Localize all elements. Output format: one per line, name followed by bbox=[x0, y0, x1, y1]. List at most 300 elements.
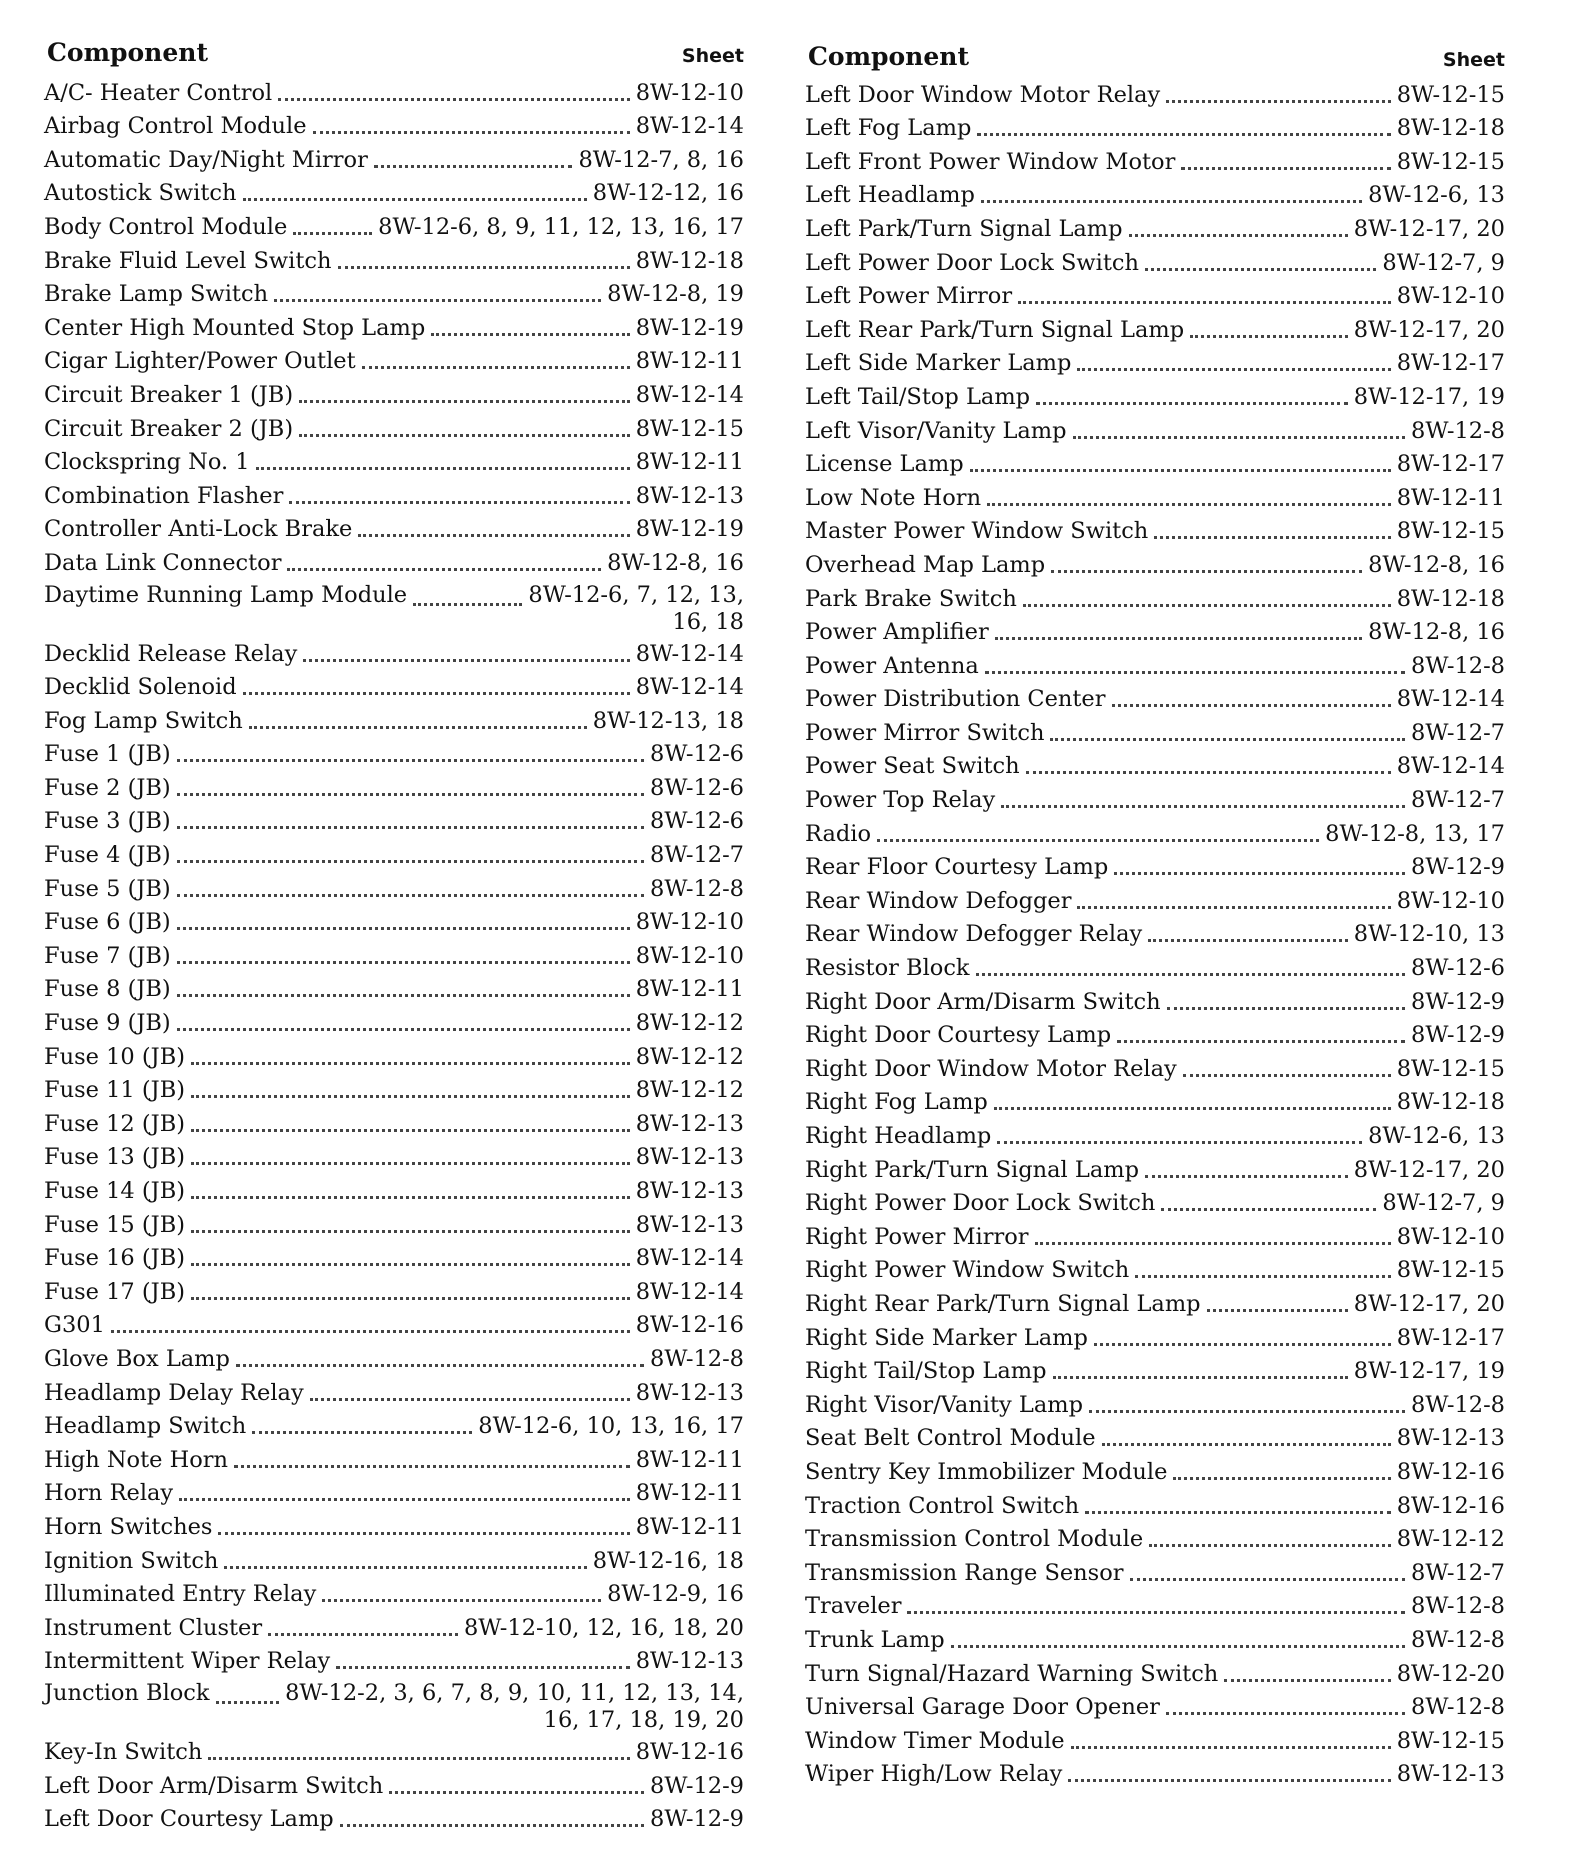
sheet-reference: 8W-12-10 bbox=[635, 942, 744, 969]
component-name: Right Power Door Lock Switch bbox=[805, 1190, 1156, 1217]
component-name: Window Timer Module bbox=[805, 1727, 1065, 1754]
index-row bbox=[44, 1473, 744, 1507]
dot-leader bbox=[191, 1162, 630, 1165]
sheet-reference: 8W-12-14 bbox=[635, 674, 744, 701]
index-row bbox=[805, 1384, 1505, 1418]
index-row bbox=[805, 1283, 1505, 1317]
dot-leader bbox=[1167, 1007, 1405, 1010]
dot-leader bbox=[177, 927, 630, 930]
index-row bbox=[805, 712, 1505, 746]
component-name: Traveler bbox=[805, 1593, 902, 1620]
component-header: Component bbox=[47, 38, 208, 67]
index-row bbox=[805, 645, 1505, 679]
index-row bbox=[44, 1002, 744, 1036]
sheet-reference: 8W-12-14 bbox=[635, 381, 744, 408]
sheet-reference: 8W-12-14 bbox=[1396, 686, 1505, 713]
sheet-reference: 8W-12-10 bbox=[1396, 1223, 1505, 1250]
component-name: Daytime Running Lamp Module bbox=[44, 581, 408, 608]
dot-leader bbox=[981, 200, 1362, 203]
sheet-reference: 8W-12-18 bbox=[1396, 585, 1505, 612]
index-row bbox=[44, 1540, 744, 1574]
dot-leader bbox=[299, 400, 630, 403]
component-name: Low Note Horn bbox=[805, 484, 982, 511]
component-name: Airbag Control Module bbox=[44, 113, 307, 140]
component-name: Clockspring No. 1 bbox=[44, 449, 250, 476]
index-row bbox=[805, 410, 1505, 444]
index-row bbox=[805, 1048, 1505, 1082]
component-name: Fog Lamp Switch bbox=[44, 707, 243, 734]
index-row bbox=[44, 969, 744, 1003]
component-name: Fuse 6 (JB) bbox=[44, 909, 171, 936]
sheet-reference: 8W-12-15 bbox=[1396, 148, 1505, 175]
dot-leader bbox=[1023, 604, 1391, 607]
dot-leader bbox=[877, 839, 1319, 842]
component-name: Left Tail/Stop Lamp bbox=[805, 383, 1031, 410]
index-row bbox=[44, 1406, 744, 1440]
component-name: Headlamp Switch bbox=[44, 1413, 247, 1440]
component-name: Master Power Window Switch bbox=[805, 518, 1149, 545]
component-name: Autostick Switch bbox=[44, 180, 237, 207]
component-name: Rear Window Defogger bbox=[805, 887, 1072, 914]
index-row bbox=[805, 981, 1505, 1015]
sheet-reference: 8W-12-10 bbox=[635, 79, 744, 106]
dot-leader bbox=[1073, 436, 1405, 439]
component-name: Overhead Map Lamp bbox=[805, 551, 1046, 578]
dot-leader bbox=[243, 692, 630, 695]
index-row bbox=[805, 376, 1505, 410]
dot-leader bbox=[336, 1666, 629, 1669]
index-row bbox=[44, 1271, 744, 1305]
index-row bbox=[44, 902, 744, 936]
sheet-reference: 8W-12-7 bbox=[650, 842, 744, 869]
component-name: A/C- Heater Control bbox=[44, 79, 273, 106]
index-row bbox=[44, 374, 744, 408]
component-name: Power Seat Switch bbox=[805, 753, 1020, 780]
index-row bbox=[805, 108, 1505, 142]
sheet-reference: 8W-12-16 bbox=[1396, 1492, 1505, 1519]
component-name: Circuit Breaker 1 (JB) bbox=[44, 381, 294, 408]
sheet-reference: 8W-12-20 bbox=[1396, 1660, 1505, 1687]
sheet-reference: 8W-12-8 bbox=[650, 875, 744, 902]
dot-leader bbox=[1071, 1746, 1391, 1749]
dot-leader bbox=[289, 501, 629, 504]
index-row bbox=[44, 767, 744, 801]
component-name: Power Antenna bbox=[805, 652, 979, 679]
dot-leader bbox=[1018, 301, 1391, 304]
index-row bbox=[44, 1506, 744, 1540]
sheet-reference-continued: 16, 18 bbox=[672, 608, 744, 635]
dot-leader bbox=[985, 671, 1405, 674]
dot-leader bbox=[413, 603, 522, 606]
component-name: Power Amplifier bbox=[805, 619, 989, 646]
index-row bbox=[805, 74, 1505, 108]
sheet-reference: 8W-12-13, 18 bbox=[592, 707, 744, 734]
dot-leader bbox=[1183, 1074, 1391, 1077]
dot-leader bbox=[362, 366, 630, 369]
sheet-reference: 8W-12-6, 13 bbox=[1368, 1123, 1505, 1149]
index-row bbox=[805, 1653, 1505, 1687]
dot-leader bbox=[1181, 167, 1390, 170]
sheet-reference: 8W-12-16 bbox=[1396, 1458, 1505, 1485]
sheet-reference: 8W-12-17 bbox=[1396, 350, 1505, 377]
dot-leader bbox=[1112, 704, 1391, 707]
component-name: Data Link Connector bbox=[44, 549, 282, 576]
sheet-reference: 8W-12-8, 19 bbox=[607, 281, 744, 308]
sheet-reference: 8W-12-6 bbox=[1411, 955, 1505, 982]
component-name: Instrument Cluster bbox=[44, 1614, 263, 1641]
column-header bbox=[44, 38, 744, 72]
sheet-reference: 8W-12-7, 9 bbox=[1382, 1190, 1505, 1217]
index-row bbox=[44, 1765, 744, 1799]
index-row bbox=[44, 475, 744, 509]
index-row bbox=[805, 175, 1505, 209]
dot-leader bbox=[322, 1599, 601, 1602]
sheet-reference: 8W-12-8 bbox=[1411, 1593, 1505, 1620]
dot-leader bbox=[179, 1498, 630, 1501]
sheet-reference: 8W-12-9 bbox=[650, 1806, 744, 1833]
dot-leader bbox=[1001, 805, 1405, 808]
dot-leader bbox=[1094, 1343, 1391, 1346]
sheet-reference: 8W-12-8 bbox=[1411, 1391, 1505, 1418]
component-name: Automatic Day/Night Mirror bbox=[44, 146, 368, 173]
component-list bbox=[44, 72, 744, 1832]
index-row bbox=[805, 914, 1505, 948]
index-row bbox=[805, 1216, 1505, 1250]
dot-leader bbox=[1149, 1544, 1391, 1547]
dot-leader bbox=[191, 1297, 630, 1300]
index-row bbox=[44, 633, 744, 667]
component-name: Left Side Marker Lamp bbox=[805, 350, 1072, 377]
sheet-reference: 8W-12-16, 18 bbox=[592, 1547, 744, 1574]
sheet-reference: 8W-12-9 bbox=[1411, 988, 1505, 1015]
component-name: Right Park/Turn Signal Lamp bbox=[805, 1156, 1139, 1183]
index-row bbox=[805, 1015, 1505, 1049]
sheet-reference: 8W-12-14 bbox=[635, 640, 744, 667]
index-row bbox=[44, 1338, 744, 1372]
sheet-reference: 8W-12-19 bbox=[635, 314, 744, 341]
component-name: Headlamp Delay Relay bbox=[44, 1379, 304, 1406]
component-name: Universal Garage Door Opener bbox=[805, 1694, 1160, 1721]
component-name: Left Door Arm/Disarm Switch bbox=[44, 1772, 384, 1799]
dot-leader bbox=[431, 333, 629, 336]
index-row bbox=[805, 1351, 1505, 1385]
sheet-reference: 8W-12-17, 19 bbox=[1353, 1358, 1505, 1385]
sheet-reference: 8W-12-11 bbox=[1396, 484, 1505, 511]
index-row bbox=[44, 1103, 744, 1137]
index-row bbox=[44, 1439, 744, 1473]
sheet-reference: 8W-12-6, 7, 12, 13, bbox=[528, 581, 744, 608]
component-name: Left Front Power Window Motor bbox=[805, 148, 1176, 175]
component-name: Left Headlamp bbox=[805, 182, 975, 209]
index-row bbox=[805, 746, 1505, 780]
component-name: Fuse 7 (JB) bbox=[44, 942, 171, 969]
index-row bbox=[44, 1036, 744, 1070]
sheet-reference: 8W-12-10, 13 bbox=[1353, 921, 1505, 948]
sheet-reference: 8W-12-11 bbox=[635, 1480, 744, 1507]
index-column-left bbox=[44, 38, 744, 1832]
dot-leader bbox=[1173, 1477, 1390, 1480]
component-header: Component bbox=[808, 42, 969, 71]
component-name: Right Power Mirror bbox=[805, 1223, 1029, 1250]
index-row bbox=[805, 612, 1505, 646]
component-name: Fuse 10 (JB) bbox=[44, 1043, 186, 1070]
index-row bbox=[44, 106, 744, 140]
dot-leader bbox=[256, 467, 630, 470]
dot-leader bbox=[1068, 1779, 1390, 1782]
dot-leader bbox=[389, 1791, 644, 1794]
index-row bbox=[44, 307, 744, 341]
component-name: Decklid Release Relay bbox=[44, 640, 298, 667]
index-row bbox=[44, 576, 744, 633]
component-name: Park Brake Switch bbox=[805, 585, 1017, 612]
dot-leader bbox=[191, 1196, 630, 1199]
index-row bbox=[805, 208, 1505, 242]
component-name: Circuit Breaker 2 (JB) bbox=[44, 415, 294, 442]
index-row bbox=[805, 578, 1505, 612]
component-name: Transmission Range Sensor bbox=[805, 1559, 1124, 1586]
dot-leader bbox=[191, 1062, 630, 1065]
sheet-reference: 8W-12-11 bbox=[635, 1513, 744, 1540]
dot-leader bbox=[208, 1757, 629, 1760]
component-name: Fuse 5 (JB) bbox=[44, 875, 171, 902]
index-row bbox=[805, 477, 1505, 511]
sheet-reference: 8W-12-17, 20 bbox=[1353, 316, 1505, 343]
sheet-reference: 8W-12-14 bbox=[635, 1245, 744, 1272]
dot-leader bbox=[216, 1701, 280, 1704]
index-row bbox=[44, 1641, 744, 1675]
component-name: Ignition Switch bbox=[44, 1547, 219, 1574]
index-row bbox=[44, 868, 744, 902]
component-name: Horn Relay bbox=[44, 1480, 174, 1507]
sheet-reference: 8W-12-7, 8, 16 bbox=[578, 146, 744, 173]
dot-leader bbox=[313, 131, 630, 134]
sheet-reference: 8W-12-11 bbox=[635, 976, 744, 1003]
component-name: Combination Flasher bbox=[44, 482, 284, 509]
index-row bbox=[44, 341, 744, 375]
index-row bbox=[44, 240, 744, 274]
sheet-reference: 8W-12-8 bbox=[1411, 417, 1505, 444]
component-name: Body Control Module bbox=[44, 213, 288, 240]
sheet-reference: 8W-12-8 bbox=[1411, 1694, 1505, 1721]
component-name: Rear Window Defogger Relay bbox=[805, 921, 1143, 948]
dot-leader bbox=[310, 1398, 630, 1401]
index-row bbox=[44, 173, 744, 207]
sheet-header: Sheet bbox=[681, 45, 744, 67]
component-name: Center High Mounted Stop Lamp bbox=[44, 314, 426, 341]
index-column-right bbox=[805, 38, 1505, 1787]
sheet-reference: 8W-12-17 bbox=[1396, 1324, 1505, 1351]
component-name: Key-In Switch bbox=[44, 1738, 203, 1765]
index-row bbox=[44, 1137, 744, 1171]
component-name: Brake Fluid Level Switch bbox=[44, 247, 332, 274]
dot-leader bbox=[177, 793, 644, 796]
component-name: Fuse 8 (JB) bbox=[44, 976, 171, 1003]
component-list bbox=[805, 74, 1505, 1787]
sheet-reference: 8W-12-13 bbox=[635, 1379, 744, 1406]
sheet-reference: 8W-12-9 bbox=[1411, 1022, 1505, 1049]
dot-leader bbox=[1102, 1443, 1391, 1446]
dot-leader bbox=[1145, 1175, 1348, 1178]
sheet-reference: 8W-12-13 bbox=[1396, 1425, 1505, 1452]
sheet-reference: 8W-12-8 bbox=[1411, 652, 1505, 679]
component-name: Transmission Control Module bbox=[805, 1526, 1144, 1553]
component-name: Left Fog Lamp bbox=[805, 115, 972, 142]
dot-leader bbox=[278, 98, 630, 101]
component-name: Cigar Lighter/Power Outlet bbox=[44, 348, 356, 375]
component-name: Wiper High/Low Relay bbox=[805, 1761, 1063, 1788]
index-row bbox=[44, 801, 744, 835]
dot-leader bbox=[997, 1141, 1362, 1144]
dot-leader bbox=[1085, 1511, 1391, 1514]
dot-leader bbox=[1161, 1208, 1376, 1211]
index-row bbox=[44, 139, 744, 173]
index-row bbox=[44, 1170, 744, 1204]
index-row bbox=[44, 1674, 744, 1734]
index-row bbox=[44, 509, 744, 543]
index-row bbox=[44, 1070, 744, 1104]
sheet-reference: 8W-12-11 bbox=[635, 348, 744, 375]
dot-leader bbox=[1166, 100, 1390, 103]
index-row bbox=[805, 779, 1505, 813]
sheet-reference: 8W-12-11 bbox=[635, 1446, 744, 1473]
component-name: Power Mirror Switch bbox=[805, 719, 1045, 746]
sheet-reference: 8W-12-6 bbox=[650, 808, 744, 835]
dot-leader bbox=[951, 1645, 1405, 1648]
index-row bbox=[44, 834, 744, 868]
component-name: Fuse 16 (JB) bbox=[44, 1245, 186, 1272]
sheet-reference: 8W-12-9, 16 bbox=[607, 1581, 744, 1608]
index-row bbox=[44, 274, 744, 308]
dot-leader bbox=[177, 759, 644, 762]
index-row bbox=[805, 1687, 1505, 1721]
dot-leader bbox=[1129, 234, 1348, 237]
dot-leader bbox=[1114, 872, 1405, 875]
index-row bbox=[805, 309, 1505, 343]
sheet-reference: 8W-12-18 bbox=[1396, 115, 1505, 142]
component-name: Fuse 2 (JB) bbox=[44, 774, 171, 801]
sheet-reference: 8W-12-13 bbox=[635, 482, 744, 509]
index-row bbox=[44, 1731, 744, 1765]
dot-leader bbox=[987, 503, 1391, 506]
dot-leader bbox=[274, 299, 601, 302]
index-row bbox=[805, 1317, 1505, 1351]
sheet-reference: 8W-12-9 bbox=[1411, 854, 1505, 881]
index-row bbox=[805, 847, 1505, 881]
index-row bbox=[805, 1082, 1505, 1116]
component-name: Power Distribution Center bbox=[805, 686, 1106, 713]
index-row bbox=[805, 1619, 1505, 1653]
sheet-reference: 8W-12-7 bbox=[1411, 787, 1505, 814]
sheet-reference: 8W-12-13 bbox=[635, 1648, 744, 1675]
index-row bbox=[805, 1418, 1505, 1452]
component-name: Turn Signal/Hazard Warning Switch bbox=[805, 1660, 1219, 1687]
component-name: Left Door Courtesy Lamp bbox=[44, 1806, 334, 1833]
sheet-reference: 8W-12-18 bbox=[1396, 1089, 1505, 1116]
index-row bbox=[805, 444, 1505, 478]
dot-leader bbox=[1077, 368, 1390, 371]
component-name: Left Rear Park/Turn Signal Lamp bbox=[805, 316, 1185, 343]
index-row bbox=[805, 880, 1505, 914]
component-name: Fuse 13 (JB) bbox=[44, 1144, 186, 1171]
index-row bbox=[44, 1799, 744, 1833]
index-row bbox=[805, 1720, 1505, 1754]
sheet-reference: 8W-12-13 bbox=[635, 1178, 744, 1204]
index-row bbox=[44, 1574, 744, 1608]
component-name: Fuse 15 (JB) bbox=[44, 1211, 186, 1238]
component-name: Right Door Window Motor Relay bbox=[805, 1055, 1177, 1082]
sheet-reference: 8W-12-17, 20 bbox=[1353, 1290, 1505, 1317]
component-name: Left Door Window Motor Relay bbox=[805, 81, 1161, 108]
index-row bbox=[805, 1552, 1505, 1586]
dot-leader bbox=[191, 1129, 630, 1132]
sheet-reference: 8W-12-6 bbox=[650, 741, 744, 768]
index-row bbox=[805, 813, 1505, 847]
component-name: G301 bbox=[44, 1312, 105, 1339]
sheet-reference: 8W-12-6, 8, 9, 11, 12, 13, 16, 17 bbox=[378, 213, 744, 240]
sheet-header: Sheet bbox=[1442, 49, 1505, 71]
component-name: Fuse 1 (JB) bbox=[44, 741, 171, 768]
sheet-reference: 8W-12-7 bbox=[1411, 719, 1505, 746]
index-row bbox=[805, 1586, 1505, 1620]
dot-leader bbox=[287, 568, 601, 571]
dot-leader bbox=[1077, 906, 1390, 909]
dot-leader bbox=[111, 1330, 630, 1333]
index-row bbox=[805, 1149, 1505, 1183]
sheet-reference: 8W-12-15 bbox=[1396, 1055, 1505, 1082]
component-name: Left Power Mirror bbox=[805, 283, 1013, 310]
dot-leader bbox=[293, 232, 372, 235]
sheet-reference: 8W-12-17, 19 bbox=[1353, 383, 1505, 410]
component-name: Left Visor/Vanity Lamp bbox=[805, 417, 1067, 444]
component-name: Fuse 17 (JB) bbox=[44, 1278, 186, 1305]
index-row bbox=[805, 1754, 1505, 1788]
dot-leader bbox=[1148, 939, 1348, 942]
dot-leader bbox=[249, 726, 587, 729]
dot-leader bbox=[1166, 1712, 1405, 1715]
component-name: Decklid Solenoid bbox=[44, 674, 237, 701]
component-name: Seat Belt Control Module bbox=[805, 1425, 1096, 1452]
sheet-reference: 8W-12-8 bbox=[1411, 1626, 1505, 1653]
dot-leader bbox=[1026, 771, 1391, 774]
dot-leader bbox=[994, 1107, 1391, 1110]
index-row bbox=[44, 1372, 744, 1406]
component-name: Power Top Relay bbox=[805, 787, 996, 814]
index-row bbox=[805, 343, 1505, 377]
sheet-reference: 8W-12-17, 20 bbox=[1353, 1156, 1505, 1183]
component-name: Radio bbox=[805, 820, 872, 847]
index-row bbox=[44, 206, 744, 240]
index-row bbox=[44, 542, 744, 576]
sheet-reference: 8W-12-8, 13, 17 bbox=[1325, 820, 1505, 847]
dot-leader bbox=[303, 659, 629, 662]
component-name: Illuminated Entry Relay bbox=[44, 1581, 317, 1608]
dot-leader bbox=[299, 434, 630, 437]
dot-leader bbox=[340, 1824, 644, 1827]
dot-leader bbox=[224, 1566, 586, 1569]
sheet-reference: 8W-12-15 bbox=[635, 415, 744, 442]
sheet-reference: 8W-12-13 bbox=[635, 1110, 744, 1137]
dot-leader bbox=[358, 534, 629, 537]
dot-leader bbox=[1051, 570, 1362, 573]
index-row bbox=[805, 1250, 1505, 1284]
sheet-reference: 8W-12-12, 16 bbox=[592, 180, 744, 207]
index-row bbox=[805, 511, 1505, 545]
sheet-reference: 8W-12-10 bbox=[1396, 887, 1505, 914]
sheet-reference: 8W-12-8 bbox=[650, 1345, 744, 1372]
index-row bbox=[805, 276, 1505, 310]
index-row bbox=[44, 734, 744, 768]
column-header bbox=[805, 42, 1505, 78]
